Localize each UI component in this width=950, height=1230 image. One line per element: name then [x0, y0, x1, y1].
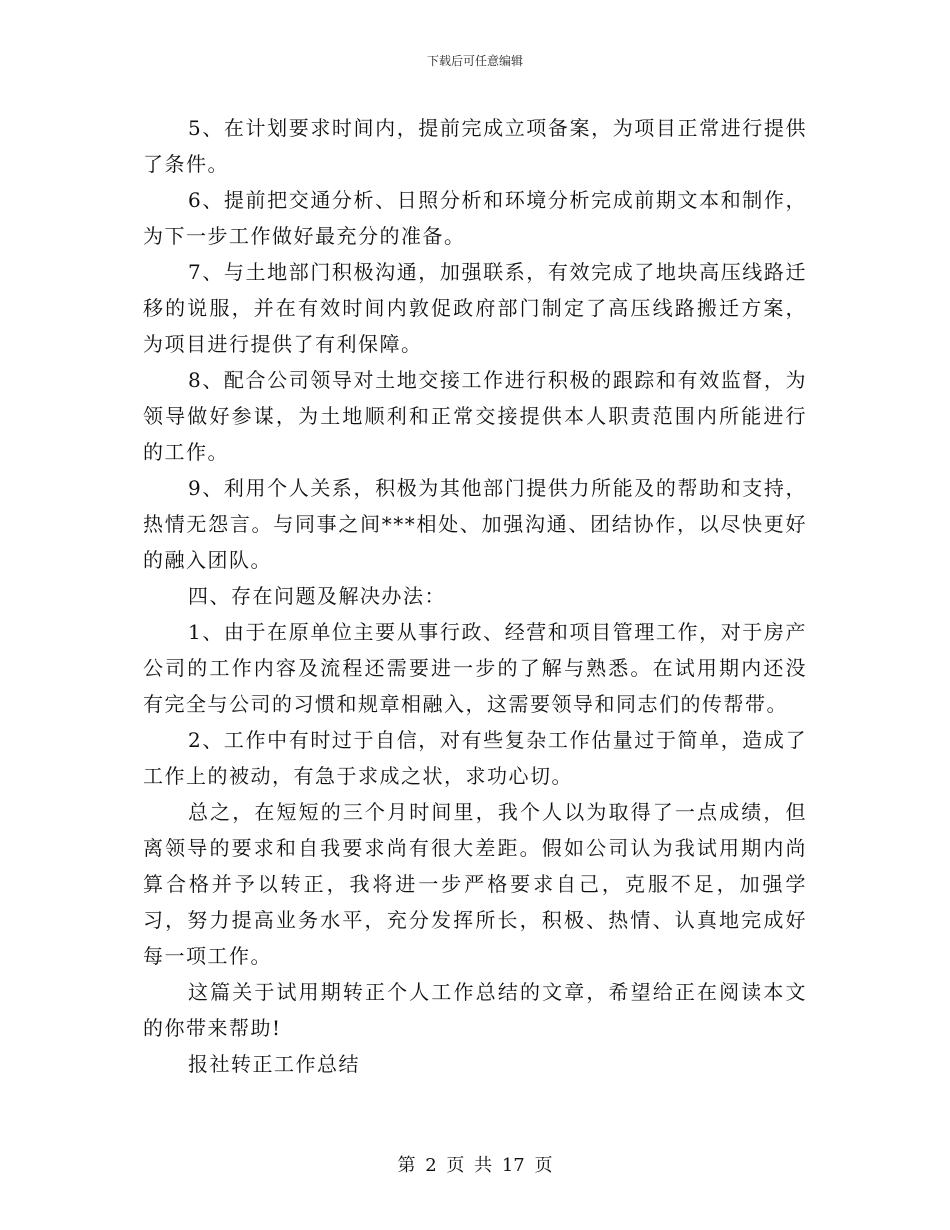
paragraph-item-6: 6、提前把交通分析、日照分析和环境分析完成前期文本和制作，为下一步工作做好最充分的准备。 — [143, 188, 807, 248]
paragraph-summary: 总之，在短短的三个月时间里，我个人以为取得了一点成绩，但离领导的要求和自我要求尚有很大差距。假如公司认为我试用期内尚算合格并予以转正，我将进一步严格要求自己，克服不足，加强学习，努力提高业务水平，充分发挥所长，积极、热情、认真地完成好每一项工作。 — [143, 800, 807, 968]
page-header: 下载后可任意编辑 — [426, 54, 523, 68]
paragraph-item-8: 8、配合公司领导对土地交接工作进行积极的跟踪和有效监督，为领导做好参谋，为土地顺利和正常交接提供本人职责范围内所能进行的工作。 — [143, 368, 807, 464]
page-footer: 第 2 页 共 17 页 — [397, 1155, 553, 1176]
paragraph-problem-1: 1、由于在原单位主要从事行政、经营和项目管理工作，对于房产公司的工作内容及流程还需要进一步的了解与熟悉。在试用期内还没有完全与公司的习惯和规章相融入，这需要领导和同志们的传帮带。 — [143, 620, 807, 716]
document-body — [143, 110, 807, 1082]
paragraph-closing: 这篇关于试用期转正个人工作总结的文章，希望给正在阅读本文的你带来帮助! — [143, 980, 807, 1040]
paragraph-item-5: 5、在计划要求时间内，提前完成立项备案，为项目正常进行提供了条件。 — [143, 116, 807, 176]
paragraph-item-7: 7、与土地部门积极沟通，加强联系，有效完成了地块高压线路迁移的说服，并在有效时间内敦促政府部门制定了高压线路搬迁方案，为项目进行提供了有利保障。 — [143, 260, 807, 356]
section-heading-problems: 四、存在问题及解决办法： — [188, 584, 446, 608]
paragraph-item-9: 9、利用个人关系，积极为其他部门提供力所能及的帮助和支持，热情无怨言。与同事之间***相处、加强沟通、团结协作，以尽快更好的融入团队。 — [143, 476, 807, 572]
next-article-title: 报社转正工作总结 — [188, 1052, 360, 1076]
paragraph-problem-2: 2、工作中有时过于自信，对有些复杂工作估量过于简单，造成了工作上的被动，有急于求成之状，求功心切。 — [143, 728, 807, 788]
